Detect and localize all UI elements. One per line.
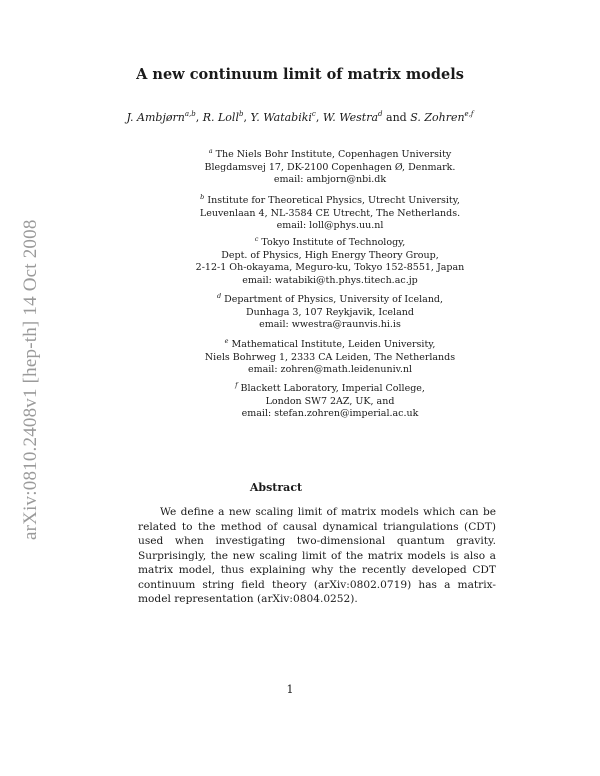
affiliation-e: $^e$ Mathematical Institute, Leiden University, Niels Bohrweg 1, 2333 CA Leiden, The Netherlands email: zohren@math.leidenuniv.nl [150,339,510,377]
arxiv-identifier: arXiv:0810.2408v1 [hep-th] 14 Oct 2008 [20,219,41,540]
email: email: stefan.zohren@imperial.ac.uk [241,408,419,419]
affiliation-b: $^b$ Institute for Theoretical Physics, Utrecht University, Leuvenlaan 4, NL-3584 CE Utrecht, The Netherlands. email: loll@phys.uu.nl [150,195,510,233]
affiliation-d: $^d$ Department of Physics, University of Iceland, Dunhaga 3, 107 Reykjavik, Iceland email: wwestra@raunvis.hi.is [150,294,510,332]
abstract-heading: Abstract [249,481,303,494]
author-list [0,111,600,124]
author: S. Zohren$^{e,f}$ [410,110,474,124]
email: email: zohren@math.leidenuniv.nl [247,364,413,375]
email: email: ambjorn@nbi.dk [273,174,387,185]
page-number: 1 [286,683,294,696]
author: Y. Watabiki$^c$, [250,110,323,124]
email: email: wwestra@raunvis.hi.is [259,319,401,330]
paper-title: A new continuum limit of matrix models [136,66,464,83]
email: email: watabiki@th.phys.titech.ac.jp [242,274,418,286]
author: R. Loll$^b$, [202,110,251,124]
affiliation-a: $^a$ The Niels Bohr Institute, Copenhagen University Blegdamsvej 17, DK-2100 Copenhagen Ø, Denmark. email: ambjorn@nbi.dk [150,149,510,187]
author: J. Ambjørn$^{a,b}$, [126,110,203,124]
affiliation-f: $^f$ Blackett Laboratory, Imperial College, London SW7 2AZ, UK, and email: stefan.zohren@imperial.ac.uk [150,383,510,421]
email: email: loll@phys.uu.nl [276,220,384,231]
abstract-text: We define a new scaling limit of matrix models which can be related to the method of causal dynamical triangulations (CDT) used when investigating two-dimensional quantum gravity. Surprisingly, the new scaling limit of the matrix models is also a matrix model, thus explaining why the recently developed CDT continuum string field theory (arXiv:0802.0719) has a matrix-model representation (arXiv:0804.0252). [138,506,496,605]
author: W. Westra$^d$ and [322,110,411,124]
affiliation-c: $^c$ Tokyo Institute of Technology, Dept. of Physics, High Energy Theory Group, 2-12-1 Oh-okayama, Meguro-ku, Tokyo 152-8551, Japan email: watabiki@th.phys.titech.ac.jp [150,237,510,287]
